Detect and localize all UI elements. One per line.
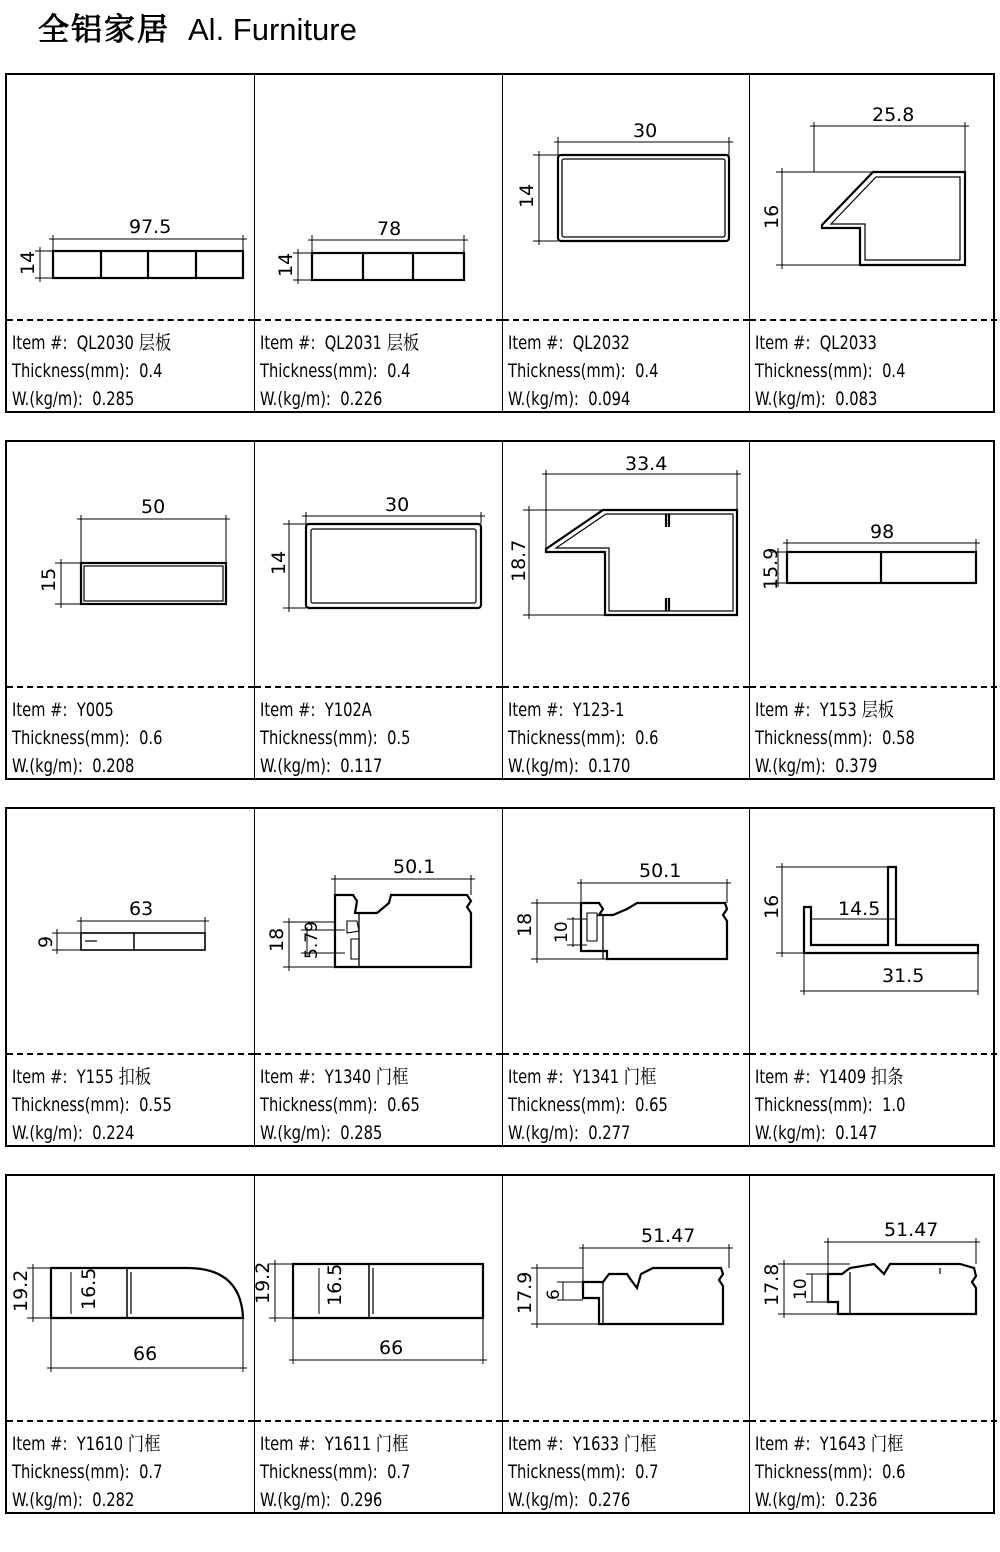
divider [255,1053,502,1055]
item-number: Y153 [819,699,857,721]
divider [503,1420,749,1422]
product-card-y153 [749,442,997,778]
item-number: QL2033 [819,332,877,354]
thickness-value: 0.4 [387,360,411,382]
spec-block: Item #: Y123-1 Thickness(mm): 0.6 W.(kg/m): 0.170 [508,699,659,777]
profile-drawing-y1611 [252,1176,502,1420]
dim-height: 16 [761,894,783,919]
profile-drawing-ql2033 [750,75,997,319]
divider [7,319,254,321]
item-number: Y102A [324,699,372,721]
dim-height: 15 [38,567,60,592]
dim-height: 18.7 [508,539,530,582]
dim-offset: 5.79 [302,921,322,959]
product-card-y1643 [749,1176,997,1512]
dim-width: 50.1 [393,856,436,878]
divider [503,319,749,321]
spec-block: Item #: Y155 扣板 Thickness(mm): 0.55 W.(kg/m): 0.224 [12,1066,172,1144]
item-number: QL2031 [324,332,382,354]
product-card-y1633 [502,1176,749,1512]
spec-block: Item #: Y1610 门框 Thickness(mm): 0.7 W.(kg/m): 0.282 [12,1433,163,1511]
divider [503,686,749,688]
product-card-y155 [7,809,254,1145]
dim-width: 63 [129,898,154,920]
product-row-4 [5,1174,995,1514]
item-note: 层板 [386,332,420,354]
thickness-value: 0.65 [635,1094,668,1116]
item-number: Y1643 [819,1433,867,1455]
profile-drawing-y1341 [503,809,749,1053]
thickness-value: 0.65 [387,1094,420,1116]
item-number: Y005 [76,699,114,721]
dim-width: 50 [141,496,166,518]
item-number: Y1633 [572,1433,620,1455]
product-card-ql2033 [749,75,997,411]
dim-width: 98 [870,521,895,543]
dim-inner: 16.5 [78,1267,100,1310]
item-note: 门框 [375,1433,409,1455]
dim-height: 17.8 [761,1263,783,1306]
spec-block: Item #: QL2033 Thickness(mm): 0.4 W.(kg/m): 0.083 [755,332,906,410]
weight-value: 0.285 [340,1122,383,1144]
product-card-ql2031 [254,75,502,411]
thickness-value: 0.6 [635,727,659,749]
weight-value: 0.117 [340,755,383,777]
dim-height: 17.9 [514,1271,536,1314]
weight-value: 0.379 [835,755,878,777]
profile-drawing-ql2030 [7,75,254,319]
thickness-value: 0.4 [139,360,163,382]
spec-block: Item #: Y1341 门框 Thickness(mm): 0.65 W.(kg/m): 0.277 [508,1066,668,1144]
spec-block: Item #: Y1611 门框 Thickness(mm): 0.7 W.(kg/m): 0.296 [260,1433,411,1511]
item-number: QL2032 [572,332,630,354]
dim-offset: 10 [552,921,572,943]
thickness-value: 0.4 [882,360,906,382]
divider [750,1053,997,1055]
profile-drawing-y1610 [7,1176,254,1420]
weight-value: 0.208 [92,755,135,777]
dim-height: 14 [268,550,290,575]
title-english: Al. Furniture [188,12,357,47]
page-title [38,4,357,49]
dim-width: 25.8 [872,104,915,126]
item-note: 层板 [138,332,172,354]
product-row-1 [5,73,995,413]
dim-height: 16 [761,204,783,229]
weight-value: 0.226 [340,388,383,410]
product-card-ql2032 [502,75,749,411]
spec-block: Item #: Y102A Thickness(mm): 0.5 W.(kg/m): 0.117 [260,699,411,777]
divider [7,686,254,688]
item-note: 门框 [870,1433,904,1455]
product-card-y1409 [749,809,997,1145]
dim-width: 97.5 [129,216,172,238]
item-number: Y1340 [324,1066,372,1088]
thickness-value: 0.58 [882,727,915,749]
thickness-value: 0.4 [635,360,659,382]
dim-width: 66 [379,1337,404,1359]
dim-width: 31.5 [882,965,925,987]
dim-height: 19.2 [252,1261,274,1304]
product-card-y005 [7,442,254,778]
divider [503,1053,749,1055]
divider [255,1420,502,1422]
dim-width: 33.4 [625,453,668,475]
item-note: 门框 [127,1433,161,1455]
divider [7,1053,254,1055]
item-number: Y1409 [819,1066,867,1088]
thickness-value: 0.5 [387,727,411,749]
profile-drawing-y153 [750,442,997,686]
dim-width: 30 [385,494,410,516]
divider [750,319,997,321]
weight-value: 0.147 [835,1122,878,1144]
dim-height: 19.2 [10,1269,32,1312]
dim-height: 15.9 [760,547,782,590]
item-note: 层板 [861,699,895,721]
profile-drawing-ql2031 [255,75,502,319]
item-number: QL2030 [76,332,134,354]
profile-drawing-y1643 [750,1176,997,1420]
product-card-y1610 [7,1176,254,1512]
profile-drawing-y005 [7,442,254,686]
profile-drawing-y102a [255,442,502,686]
spec-block: Item #: QL2030 层板 Thickness(mm): 0.4 W.(kg/m): 0.285 [12,332,172,410]
divider [7,1420,254,1422]
item-note: 门框 [375,1066,409,1088]
dim-inner: 16.5 [324,1263,346,1306]
weight-value: 0.282 [92,1489,135,1511]
product-row-2 [5,440,995,780]
thickness-value: 0.6 [139,727,163,749]
dim-width: 66 [133,1343,158,1365]
item-note: 门框 [623,1433,657,1455]
product-card-y1611 [254,1176,502,1512]
item-number: Y1610 [76,1433,124,1455]
thickness-value: 0.55 [139,1094,172,1116]
spec-block: Item #: Y005 Thickness(mm): 0.6 W.(kg/m): 0.208 [12,699,163,777]
spec-block: Item #: QL2031 层板 Thickness(mm): 0.4 W.(kg/m): 0.226 [260,332,420,410]
item-number: Y123-1 [572,699,625,721]
profile-drawing-y155 [7,809,254,1053]
dim-offset: 10 [791,1278,811,1300]
weight-value: 0.094 [588,388,631,410]
weight-value: 0.296 [340,1489,383,1511]
dim-width: 51.47 [884,1219,939,1241]
spec-block: Item #: Y1643 门框 Thickness(mm): 0.6 W.(kg/m): 0.236 [755,1433,906,1511]
dim-height: 14 [275,252,297,277]
profile-drawing-y1409 [750,809,997,1053]
product-card-y1341 [502,809,749,1145]
weight-value: 0.277 [588,1122,631,1144]
product-card-y123-1 [502,442,749,778]
item-note: 门框 [623,1066,657,1088]
item-number: Y1611 [324,1433,372,1455]
profile-drawing-y1633 [503,1176,749,1420]
spec-block: Item #: Y1340 门框 Thickness(mm): 0.65 W.(kg/m): 0.285 [260,1066,420,1144]
weight-value: 0.083 [835,388,878,410]
product-card-y1340 [254,809,502,1145]
divider [255,319,502,321]
weight-value: 0.276 [588,1489,631,1511]
spec-block: Item #: Y1409 扣条 Thickness(mm): 1.0 W.(kg/m): 0.147 [755,1066,906,1144]
dim-inner: 14.5 [838,898,881,920]
dim-height: 18 [514,912,536,937]
dim-height: 18 [266,927,288,952]
divider [255,686,502,688]
thickness-value: 0.6 [882,1461,906,1483]
weight-value: 0.170 [588,755,631,777]
spec-block: Item #: Y153 层板 Thickness(mm): 0.58 W.(kg/m): 0.379 [755,699,915,777]
weight-value: 0.236 [835,1489,878,1511]
dim-width: 51.47 [641,1225,696,1247]
divider [750,1420,997,1422]
thickness-value: 1.0 [882,1094,906,1116]
product-row-3 [5,807,995,1147]
dim-width: 30 [633,120,658,142]
profile-drawing-y123-1 [503,442,749,686]
thickness-value: 0.7 [139,1461,163,1483]
dim-height: 14 [17,250,39,275]
item-number: Y155 [76,1066,114,1088]
spec-block: Item #: Y1633 门框 Thickness(mm): 0.7 W.(kg/m): 0.276 [508,1433,659,1511]
item-note: 扣条 [870,1066,904,1088]
product-card-y102a [254,442,502,778]
dim-width: 78 [377,218,402,240]
dim-height: 14 [516,183,538,208]
divider [750,686,997,688]
title-chinese: 全铝家居 [38,12,170,48]
spec-block: Item #: QL2032 Thickness(mm): 0.4 W.(kg/m): 0.094 [508,332,659,410]
dim-height: 9 [35,935,57,948]
weight-value: 0.285 [92,388,135,410]
thickness-value: 0.7 [635,1461,659,1483]
item-number: Y1341 [572,1066,620,1088]
dim-offset: 6 [544,1289,564,1300]
thickness-value: 0.7 [387,1461,411,1483]
weight-value: 0.224 [92,1122,135,1144]
item-note: 扣板 [118,1066,152,1088]
product-card-ql2030 [7,75,254,411]
profile-drawing-ql2032 [503,75,749,319]
profile-drawing-y1340 [255,809,502,1053]
dim-width: 50.1 [639,860,682,882]
